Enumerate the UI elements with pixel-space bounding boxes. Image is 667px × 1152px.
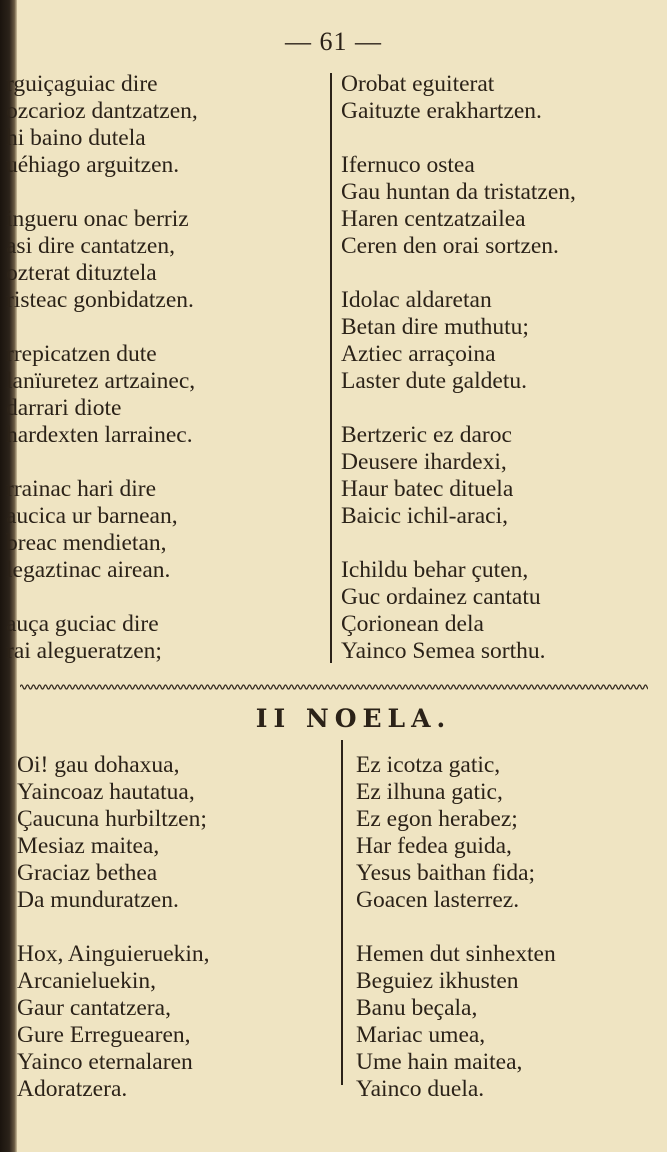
verse-line: Har fedea guida, bbox=[356, 833, 512, 859]
verse-stanza bbox=[6, 611, 326, 665]
verse-line: Mariac umea, bbox=[356, 1022, 486, 1048]
verse-line: Adoratzera. bbox=[17, 1076, 128, 1102]
verse-line: darrari diote bbox=[6, 395, 122, 421]
verse-line: lanïuretez artzainec, bbox=[6, 368, 196, 394]
verse-line: risteac gonbidatzen. bbox=[6, 287, 194, 313]
verse-stanza bbox=[17, 752, 327, 914]
verse-line: auça guciac dire bbox=[6, 611, 159, 637]
verse-line: Ez icotza gatic, bbox=[356, 752, 501, 778]
verse-line: Çaucuna hurbiltzen; bbox=[17, 806, 207, 832]
verse-line: uéhiago arguitzen. bbox=[6, 152, 180, 178]
verse-line: Gure Erreguearen, bbox=[17, 1022, 191, 1048]
verse-line: Betan dire muthutu; bbox=[341, 314, 529, 340]
verse-line: rai alegueratzen; bbox=[6, 638, 162, 664]
verse-line: Yaincoaz hautatua, bbox=[17, 779, 195, 805]
verse-line: rrepicatzen dute bbox=[6, 341, 157, 367]
verse-stanza bbox=[341, 287, 651, 395]
verse-line: Ifernuco ostea bbox=[341, 152, 475, 178]
verse-line: Goacen lasterrez. bbox=[356, 887, 520, 913]
top-right-column bbox=[341, 71, 651, 665]
section-title: II NOELA. bbox=[255, 704, 452, 733]
verse-line: Idolac aldaretan bbox=[341, 287, 492, 313]
verse-stanza bbox=[341, 71, 651, 125]
verse-line: Bertzeric ez daroc bbox=[341, 422, 512, 448]
verse-stanza bbox=[341, 422, 651, 530]
verse-line: ingueru onac berriz bbox=[6, 206, 189, 232]
bottom-left-column bbox=[17, 752, 327, 1103]
verse-line: Mesiaz maitea, bbox=[17, 833, 160, 859]
column-divider-top bbox=[330, 73, 332, 663]
top-left-column bbox=[6, 71, 326, 665]
verse-line: Arcanieluekin, bbox=[17, 968, 156, 994]
verse-stanza bbox=[356, 752, 656, 914]
verse-line: Deusere ihardexi, bbox=[341, 449, 507, 475]
verse-stanza bbox=[356, 941, 656, 1103]
verse-line: Baicic ichil-araci, bbox=[341, 503, 509, 529]
verse-stanza bbox=[6, 341, 326, 449]
verse-line: Da munduratzen. bbox=[17, 887, 179, 913]
verse-line: Gau huntan da tristatzen, bbox=[341, 179, 576, 205]
verse-stanza bbox=[6, 476, 326, 584]
column-divider-bottom bbox=[341, 740, 343, 1085]
verse-line: Haren centzatzailea bbox=[341, 206, 526, 232]
verse-line: rguiçaguiac dire bbox=[6, 71, 158, 97]
verse-line: Ume hain maitea, bbox=[356, 1049, 523, 1075]
verse-line: Ez egon herabez; bbox=[356, 806, 518, 832]
bottom-right-column bbox=[356, 752, 656, 1103]
verse-stanza bbox=[341, 152, 651, 260]
verse-line: Haur batec dituela bbox=[341, 476, 514, 502]
verse-line: Hemen dut sinhexten bbox=[356, 941, 556, 967]
page-number: — 61 — bbox=[285, 27, 382, 56]
verse-line: legaztinac airean. bbox=[6, 557, 171, 583]
verse-line: Yainco duela. bbox=[356, 1076, 485, 1102]
verse-line: Yainco Semea sorthu. bbox=[341, 638, 546, 664]
verse-line: hi baino dutela bbox=[6, 125, 146, 151]
verse-line: Banu beçala, bbox=[356, 995, 478, 1021]
verse-stanza bbox=[6, 206, 326, 314]
verse-line: Yainco eternalaren bbox=[17, 1049, 193, 1075]
verse-line: asi dire cantatzen, bbox=[6, 233, 175, 259]
verse-line: Aztiec arraçoina bbox=[341, 341, 496, 367]
verse-line: Orobat eguiterat bbox=[341, 71, 495, 97]
verse-line: rrainac hari dire bbox=[6, 476, 157, 502]
verse-stanza bbox=[341, 557, 651, 665]
verse-stanza bbox=[17, 941, 327, 1103]
verse-line: Graciaz bethea bbox=[17, 860, 158, 886]
verse-line: Ceren den orai sortzen. bbox=[341, 233, 559, 259]
verse-line: Hox, Ainguieruekin, bbox=[17, 941, 210, 967]
verse-line: ozterat dituztela bbox=[6, 260, 157, 286]
verse-line: Ez ilhuna gatic, bbox=[356, 779, 503, 805]
verse-line: ozcarioz dantzatzen, bbox=[6, 98, 198, 124]
verse-line: Gaituzte erakhartzen. bbox=[341, 98, 542, 124]
verse-line: Oi! gau dohaxua, bbox=[17, 752, 180, 778]
verse-line: Guc ordainez cantatu bbox=[341, 584, 541, 610]
verse-line: Beguiez ikhusten bbox=[356, 968, 519, 994]
verse-stanza bbox=[6, 71, 326, 179]
verse-line: aucica ur barnean, bbox=[6, 503, 178, 529]
verse-line: Yesus baithan fida; bbox=[356, 860, 536, 886]
verse-line: breac mendietan, bbox=[6, 530, 167, 556]
wavy-section-rule bbox=[20, 681, 648, 693]
verse-line: Çorionean dela bbox=[341, 611, 484, 637]
verse-line: Gaur cantatzera, bbox=[17, 995, 171, 1021]
verse-line: Ichildu behar çuten, bbox=[341, 557, 529, 583]
verse-line: Laster dute galdetu. bbox=[341, 368, 527, 394]
verse-line: hardexten larrainec. bbox=[6, 422, 193, 448]
